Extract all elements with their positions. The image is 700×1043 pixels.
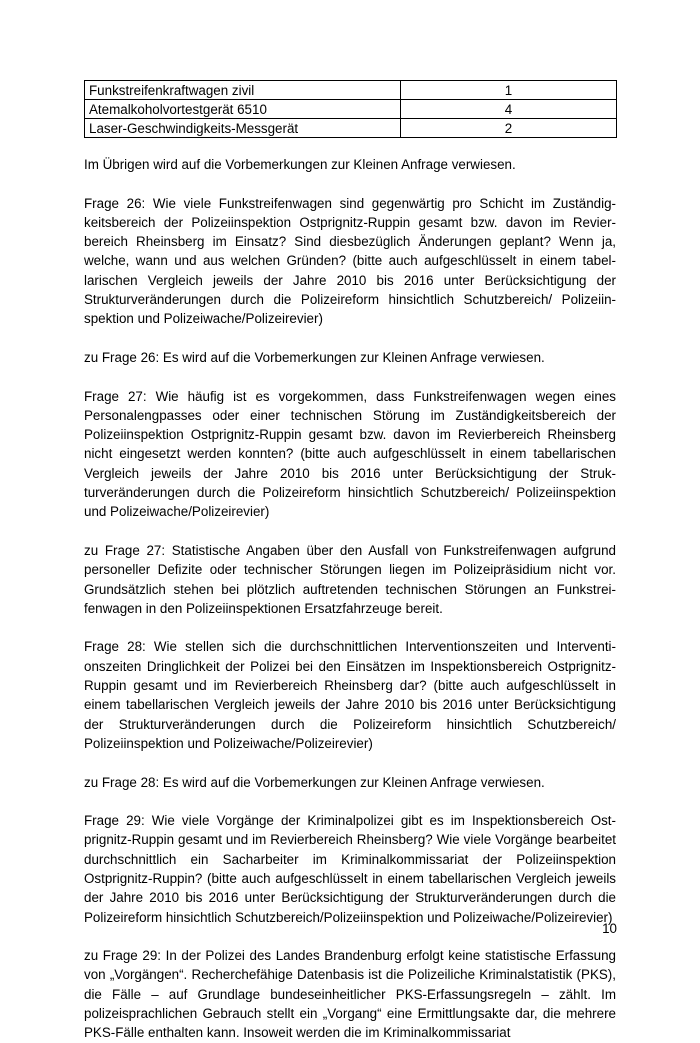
answer-26: zu Frage 26: Es wird auf die Vorbemerkungen zur Kleinen Anfrage verwiesen. — [84, 349, 545, 365]
answer-29: zu Frage 29: In der Polizei des Landes Brandenburg erfolgt keine statistische Erfassung von „Vorgängen“. Recherchefähige Datenbasis ist die Polizeiliche Kriminalstatistik (PKS), die Fälle – auf Grundlage bundeseinheitlicher PKS-Erfassungsregeln – zählt. Im polizeisprachlichen Gebrauch stellt ein „Vorgang“ eine Ermittlungsakte dar, die mehrere PKS-Fälle enthalten kann. Insoweit werden die im Kriminalkommissariat — [84, 948, 616, 1041]
page-number: 10 — [602, 921, 617, 936]
table-cell-value: 4 — [401, 100, 617, 119]
table-cell-value: 1 — [401, 81, 617, 100]
answer-28: zu Frage 28: Es wird auf die Vorbemerkungen zur Kleinen Anfrage verwiesen. — [84, 774, 545, 790]
document-page — [84, 80, 616, 1043]
table-cell-label: Funkstreifenkraftwagen zivil — [85, 81, 401, 100]
table-row — [85, 119, 617, 138]
question-29: Frage 29: Wie viele Vorgänge der Kriminalpolizei gibt es im Inspektionsbereich Ostprignitz-Ruppin gesamt und im Revierbereich Rheinsberg? Wie viele Vorgänge bearbeitet durchschnittlich ein Sacharbeiter im Kriminalkommissariat der Polizeiinspektion Ostprignitz-Ruppin? (bitte auch aufgeschlüsselt in einem tabellarischen Vergleich jeweils der Jahre 2010 bis 2016 unter Berücksichtigung der Strukturveränderungen durch die Polizeireform hinsichtlich Schutzbereich/Polizeiinspektion und Polizeiwache/Polizeirevier) — [84, 813, 616, 925]
answer-27: zu Frage 27: Statistische Angaben über den Ausfall von Funkstreifenwagen aufgrund personeller Defizite oder technischer Störungen liegen im Polizeipräsidium nicht vor. Grundsätzlich stehen bei plötzlich auftretenden technischen Störungen an Funkstreifenwagen in den Polizeiinspektionen Ersatzfahrzeuge bereit. — [84, 542, 616, 616]
paragraph-remark: Im Übrigen wird auf die Vorbemerkungen zur Kleinen Anfrage verwiesen. — [84, 157, 516, 172]
table-row — [85, 81, 617, 100]
table-cell-label: Laser-Geschwindigkeits-Messgerät — [85, 119, 401, 138]
table-row — [85, 100, 617, 119]
table-cell-label: Atemalkoholvortestgerät 6510 — [85, 100, 401, 119]
table-cell-value: 2 — [401, 119, 617, 138]
question-27: Frage 27: Wie häufig ist es vorgekommen, dass Funkstreifenwagen wegen eines Personalengpasses oder einer technischen Störung im Zuständigkeitsbereich der Polizeiinspektion Ostprignitz-Ruppin gesamt bzw. davon im Revierbereich Rheinsberg nicht eingesetzt werden konnten? (bitte auch aufgeschlüsselt in einem tabellarischen Vergleich jeweils der Jahre 2010 bis 2016 unter Berücksichtigung der Strukturveränderungen durch die Polizeireform hinsichtlich Schutzbereich/ Polizeiinspektion und Polizeiwache/Polizeirevier) — [84, 388, 616, 520]
question-26: Frage 26: Wie viele Funkstreifenwagen sind gegenwärtig pro Schicht im Zuständigkeitsbereich der Polizeiinspektion Ostprignitz-Ruppin gesamt bzw. davon im Revierbereich Rheinsberg im Einsatz? Sind diesbezüglich Änderungen geplant? Wenn ja, welche, wann und aus welchen Gründen? (bitte auch aufgeschlüsselt in einem tabellarischen Vergleich jeweils der Jahre 2010 bis 2016 unter Berücksichtigung der Strukturveränderungen durch die Polizeireform hinsichtlich Schutzbereich/ Polizeiinspektion und Polizeiwache/Polizeirevier) — [84, 195, 616, 327]
question-28: Frage 28: Wie stellen sich die durchschnittlichen Interventionszeiten und Interventionszeiten Dringlichkeit der Polizei bei den Einsätzen im Inspektionsbereich Ostprignitz-Ruppin gesamt und im Revierbereich Rheinsberg dar? (bitte auch aufgeschlüsselt in einem tabellarischen Vergleich jeweils der Jahre 2010 bis 2016 unter Berücksichtigung der Strukturveränderungen durch die Polizeireform hinsichtlich Schutzbereich/ Polizeiinspektion und Polizeiwache/Polizeirevier) — [84, 639, 616, 751]
equipment-table — [84, 80, 617, 138]
